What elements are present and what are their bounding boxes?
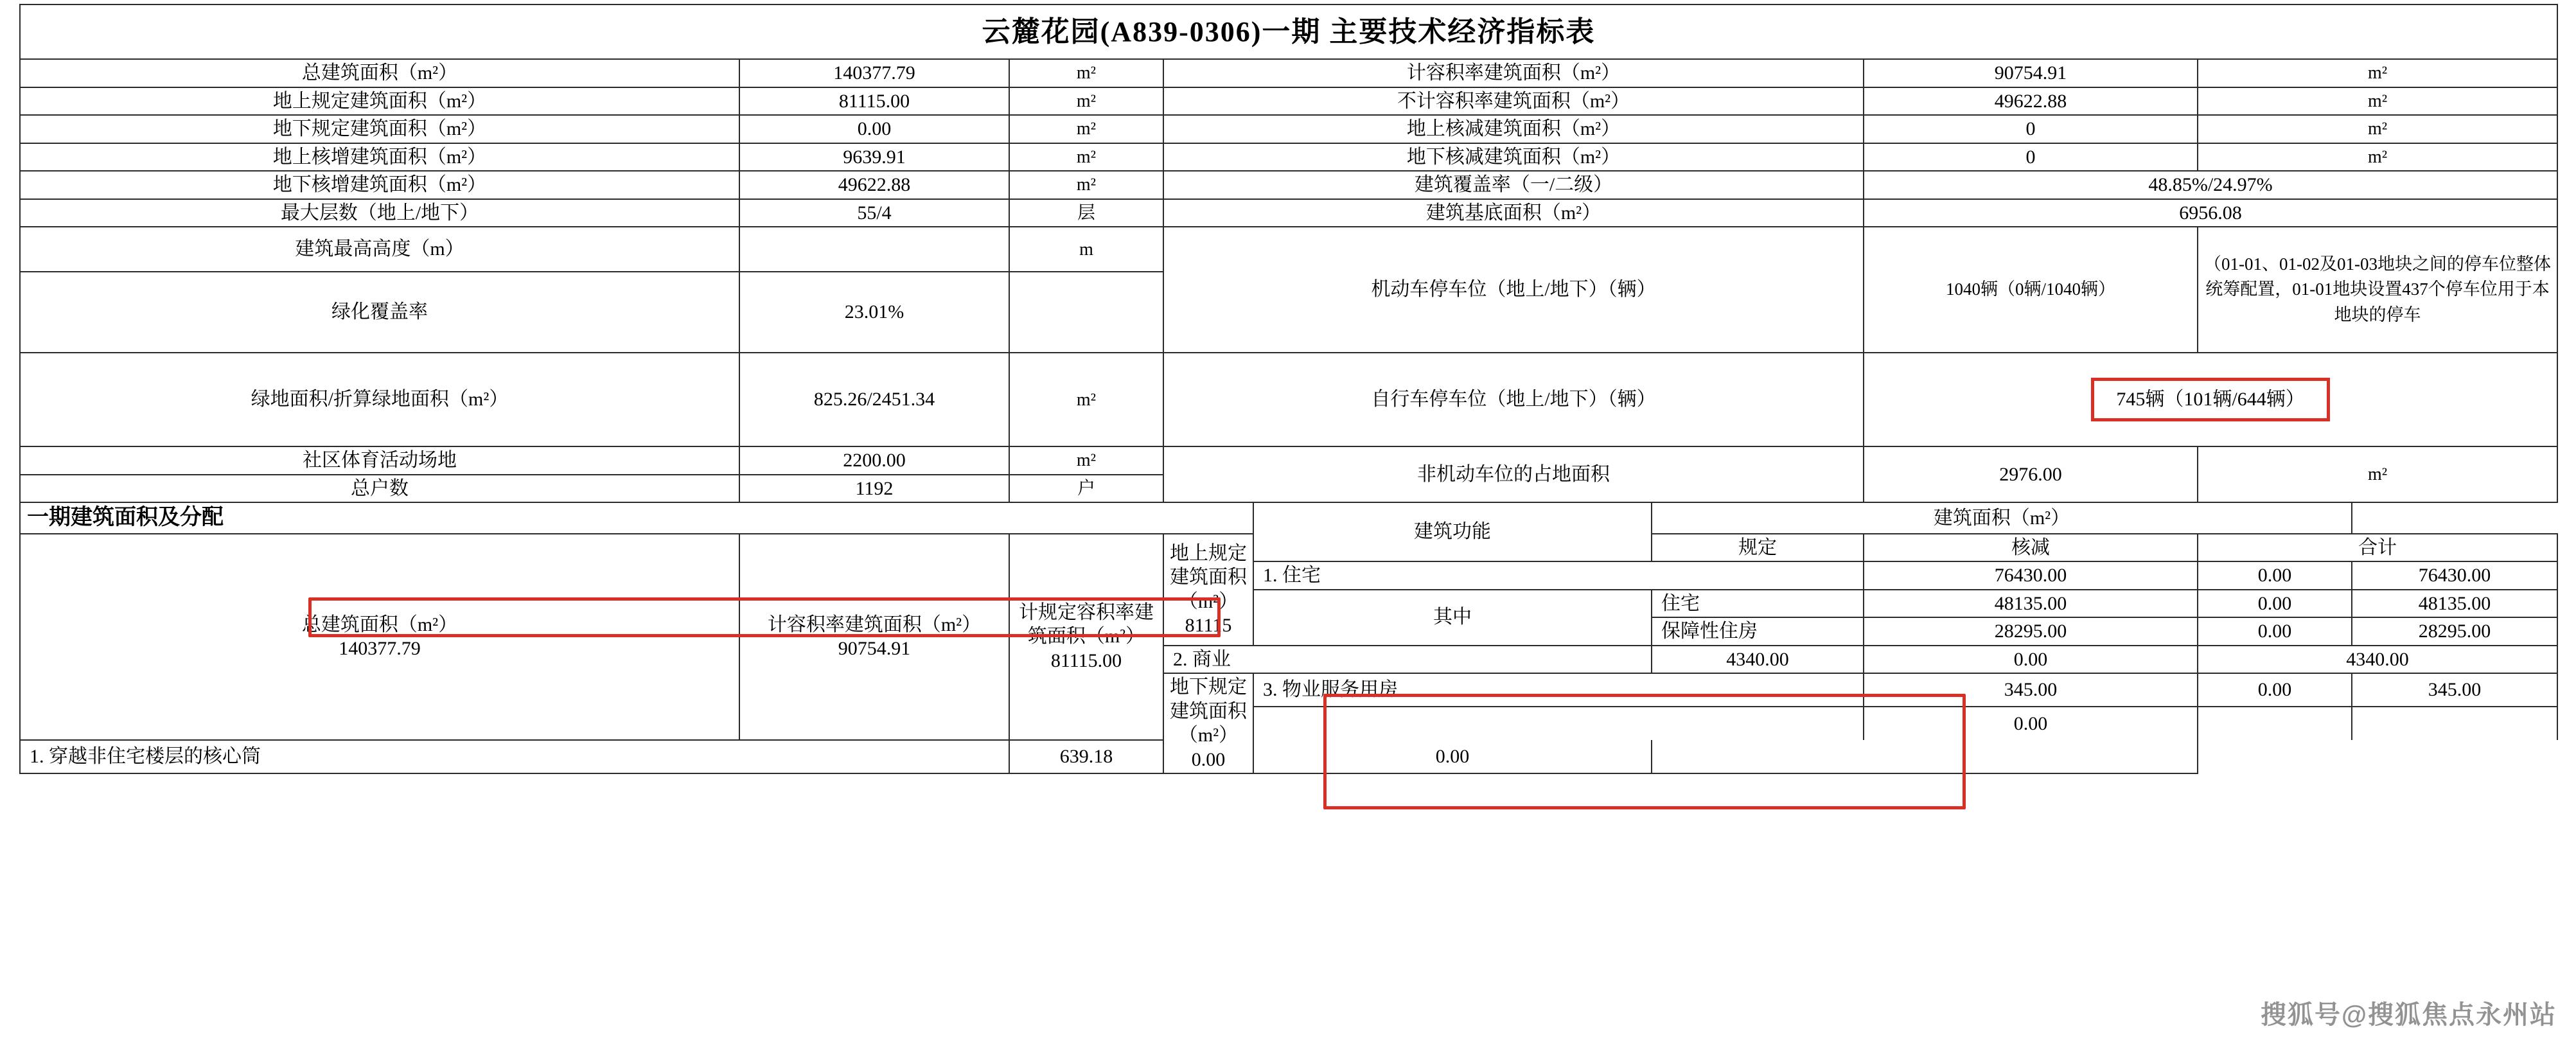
value-total-households: 1192 bbox=[739, 475, 1009, 503]
table-row bbox=[20, 171, 2557, 199]
summary-below-ground-label: 地下规定建筑面积（m²） bbox=[1170, 676, 1247, 746]
summary-above-ground-cell bbox=[1163, 534, 1253, 646]
title-row bbox=[20, 4, 2557, 59]
alloc-total-residential-sub: 48135.00 bbox=[2352, 590, 2557, 618]
unit-above-ground-add-area: m² bbox=[1009, 143, 1163, 172]
value-above-ground-add-area: 9639.91 bbox=[739, 143, 1009, 172]
summary-above-ground-value: 81115 bbox=[1185, 615, 1232, 636]
alloc-sublabel-residential: 住宅 bbox=[1652, 590, 1864, 618]
alloc-total-core-tube bbox=[1652, 740, 2198, 773]
header-deduct: 核减 bbox=[1864, 534, 2198, 562]
alloc-stray-value: 0.00 bbox=[1864, 707, 2198, 739]
table-row bbox=[20, 502, 2557, 534]
alloc-total-residential: 76430.00 bbox=[2352, 561, 2557, 590]
alloc-label-residential: 1. 住宅 bbox=[1253, 561, 1864, 590]
alloc-deduct-property-service: 0.00 bbox=[2198, 673, 2352, 707]
alloc-spacer bbox=[1253, 707, 1864, 739]
alloc-deduct-core-tube: 0.00 bbox=[1253, 740, 1652, 773]
alloc-deduct-residential: 0.00 bbox=[2198, 561, 2352, 590]
value-above-ground-deduct-area: 0 bbox=[1864, 115, 2198, 143]
table-row bbox=[20, 199, 2557, 227]
unit-total-households: 户 bbox=[1009, 475, 1163, 503]
alloc-regulated-commercial: 4340.00 bbox=[1652, 646, 1864, 674]
alloc-deduct-affordable: 0.00 bbox=[2198, 617, 2352, 646]
label-sports-ground: 社区体育活动场地 bbox=[20, 446, 739, 475]
unit-underground-deduct-area: m² bbox=[2198, 143, 2557, 172]
unit-sports-ground: m² bbox=[1009, 446, 1163, 475]
value-max-height bbox=[739, 227, 1009, 272]
label-nonmotor-land-area: 非机动车位的占地面积 bbox=[1163, 446, 1864, 502]
summary-far-area-cell bbox=[739, 534, 1009, 740]
label-underground-deduct-area: 地下核减建筑面积（m²） bbox=[1163, 143, 1864, 172]
alloc-label-commercial: 2. 商业 bbox=[1163, 646, 1652, 674]
label-max-height: 建筑最高高度（m） bbox=[20, 227, 739, 272]
watermark: 搜狐号@搜狐焦点永州站 bbox=[2260, 1001, 2557, 1029]
value-motor-parking: 1040辆（0辆/1040辆） bbox=[1864, 227, 2198, 353]
table-row bbox=[20, 59, 2557, 87]
table-row bbox=[20, 353, 2557, 446]
section-title: 一期建筑面积及分配 bbox=[20, 502, 1253, 534]
note-motor-parking: （01-01、01-02及01-03地块之间的停车位整体统筹配置，01-01地块设置437个停车位用于本地块的停车 bbox=[2198, 227, 2557, 353]
alloc-total-affordable: 28295.00 bbox=[2352, 617, 2557, 646]
alloc-sublabel-affordable: 保障性住房 bbox=[1652, 617, 1864, 646]
label-total-building-area: 总建筑面积（m²） bbox=[20, 59, 739, 87]
alloc-total-property-service: 345.00 bbox=[2352, 673, 2557, 707]
label-max-floors: 最大层数（地上/地下） bbox=[20, 199, 739, 227]
value-above-ground-regulated-area: 81115.00 bbox=[739, 87, 1009, 116]
header-building-function: 建筑功能 bbox=[1253, 502, 1652, 561]
alloc-label-property-service: 3. 物业服务用房 bbox=[1253, 673, 1864, 707]
value-far-building-area: 90754.91 bbox=[1864, 59, 2198, 87]
value-green-coverage: 23.01% bbox=[739, 272, 1009, 353]
value-nonmotor-land-area: 2976.00 bbox=[1864, 446, 2198, 502]
label-green-area: 绿地面积/折算绿地面积（m²） bbox=[20, 353, 739, 446]
table-row bbox=[20, 115, 2557, 143]
unit-underground-add-area: m² bbox=[1009, 171, 1163, 199]
alloc-total-commercial: 4340.00 bbox=[2198, 646, 2557, 674]
label-total-households: 总户数 bbox=[20, 475, 739, 503]
unit-underground-regulated-area: m² bbox=[1009, 115, 1163, 143]
label-bike-parking: 自行车停车位（地上/地下）（辆） bbox=[1163, 353, 1864, 446]
label-green-coverage: 绿化覆盖率 bbox=[20, 272, 739, 353]
alloc-deduct-residential-sub: 0.00 bbox=[2198, 590, 2352, 618]
unit-max-height: m bbox=[1009, 227, 1163, 272]
alloc-label-core-tube: 1. 穿越非住宅楼层的核心筒 bbox=[20, 740, 1009, 773]
value-coverage-ratio: 48.85%/24.97% bbox=[1864, 171, 2557, 199]
value-underground-regulated-area: 0.00 bbox=[739, 115, 1009, 143]
value-green-area: 825.26/2451.34 bbox=[739, 353, 1009, 446]
alloc-spacer-2 bbox=[2198, 707, 2352, 739]
unit-total-building-area: m² bbox=[1009, 59, 1163, 87]
unit-non-far-building-area: m² bbox=[2198, 87, 2557, 116]
unit-green-area: m² bbox=[1009, 353, 1163, 446]
alloc-regulated-core-tube: 639.18 bbox=[1009, 740, 1163, 773]
label-motor-parking: 机动车停车位（地上/地下）（辆） bbox=[1163, 227, 1864, 353]
alloc-deduct-commercial: 0.00 bbox=[1864, 646, 2198, 674]
alloc-regulated-affordable: 28295.00 bbox=[1864, 617, 2198, 646]
value-base-area: 6956.08 bbox=[1864, 199, 2557, 227]
value-underground-deduct-area: 0 bbox=[1864, 143, 2198, 172]
alloc-label-among-which: 其中 bbox=[1253, 590, 1652, 646]
summary-far-area-label: 计容积率建筑面积（m²） bbox=[767, 613, 982, 635]
table-row bbox=[20, 227, 2557, 272]
summary-total-area-value: 140377.79 bbox=[339, 638, 421, 660]
value-sports-ground: 2200.00 bbox=[739, 446, 1009, 475]
label-coverage-ratio: 建筑覆盖率（一/二级） bbox=[1163, 171, 1864, 199]
value-bike-parking: 745辆（101辆/644辆） bbox=[2091, 378, 2329, 421]
summary-below-ground-cell bbox=[1163, 673, 1253, 773]
value-non-far-building-area: 49622.88 bbox=[1864, 87, 2198, 116]
value-underground-add-area: 49622.88 bbox=[739, 171, 1009, 199]
unit-max-floors: 层 bbox=[1009, 199, 1163, 227]
alloc-regulated-property-service: 345.00 bbox=[1864, 673, 2198, 707]
summary-regulated-far-cell bbox=[1009, 534, 1163, 740]
summary-far-area-value: 90754.91 bbox=[838, 638, 911, 660]
table-row bbox=[20, 446, 2557, 475]
header-regulated: 规定 bbox=[1652, 534, 1864, 562]
unit-above-ground-regulated-area: m² bbox=[1009, 87, 1163, 116]
summary-total-area-label: 总建筑面积（m²） bbox=[301, 613, 458, 635]
unit-green-coverage bbox=[1009, 272, 1163, 353]
page-title: 云麓花园(A839-0306)一期 主要技术经济指标表 bbox=[20, 4, 2557, 59]
value-bike-parking-cell bbox=[1864, 353, 2557, 446]
summary-regulated-far-label: 计规定容积率建筑面积（m²） bbox=[1019, 601, 1154, 648]
header-building-area-group: 建筑面积（m²） bbox=[1652, 502, 2352, 534]
label-far-building-area: 计容积率建筑面积（m²） bbox=[1163, 59, 1864, 87]
header-total: 合计 bbox=[2198, 534, 2557, 562]
unit-far-building-area: m² bbox=[2198, 59, 2557, 87]
label-above-ground-add-area: 地上核增建筑面积（m²） bbox=[20, 143, 739, 172]
alloc-regulated-residential-sub: 48135.00 bbox=[1864, 590, 2198, 618]
summary-regulated-far-value: 81115.00 bbox=[1050, 649, 1122, 671]
summary-above-ground-label: 地上规定建筑面积（m²） bbox=[1170, 542, 1247, 612]
label-underground-regulated-area: 地下规定建筑面积（m²） bbox=[20, 115, 739, 143]
value-total-building-area: 140377.79 bbox=[739, 59, 1009, 87]
unit-above-ground-deduct-area: m² bbox=[2198, 115, 2557, 143]
value-max-floors: 55/4 bbox=[739, 199, 1009, 227]
table-row bbox=[20, 87, 2557, 116]
alloc-regulated-residential: 76430.00 bbox=[1864, 561, 2198, 590]
label-above-ground-deduct-area: 地上核减建筑面积（m²） bbox=[1163, 115, 1864, 143]
summary-below-ground-value: 0.00 bbox=[1191, 748, 1226, 770]
label-non-far-building-area: 不计容积率建筑面积（m²） bbox=[1163, 87, 1864, 116]
table-row bbox=[20, 740, 2557, 773]
main-table bbox=[19, 4, 2558, 774]
unit-nonmotor-land-area: m² bbox=[2198, 446, 2557, 502]
table-row bbox=[20, 143, 2557, 172]
label-base-area: 建筑基底面积（m²） bbox=[1163, 199, 1864, 227]
summary-total-area-cell bbox=[20, 534, 739, 740]
label-above-ground-regulated-area: 地上规定建筑面积（m²） bbox=[20, 87, 739, 116]
label-underground-add-area: 地下核增建筑面积（m²） bbox=[20, 171, 739, 199]
alloc-spacer-3 bbox=[2352, 707, 2557, 739]
